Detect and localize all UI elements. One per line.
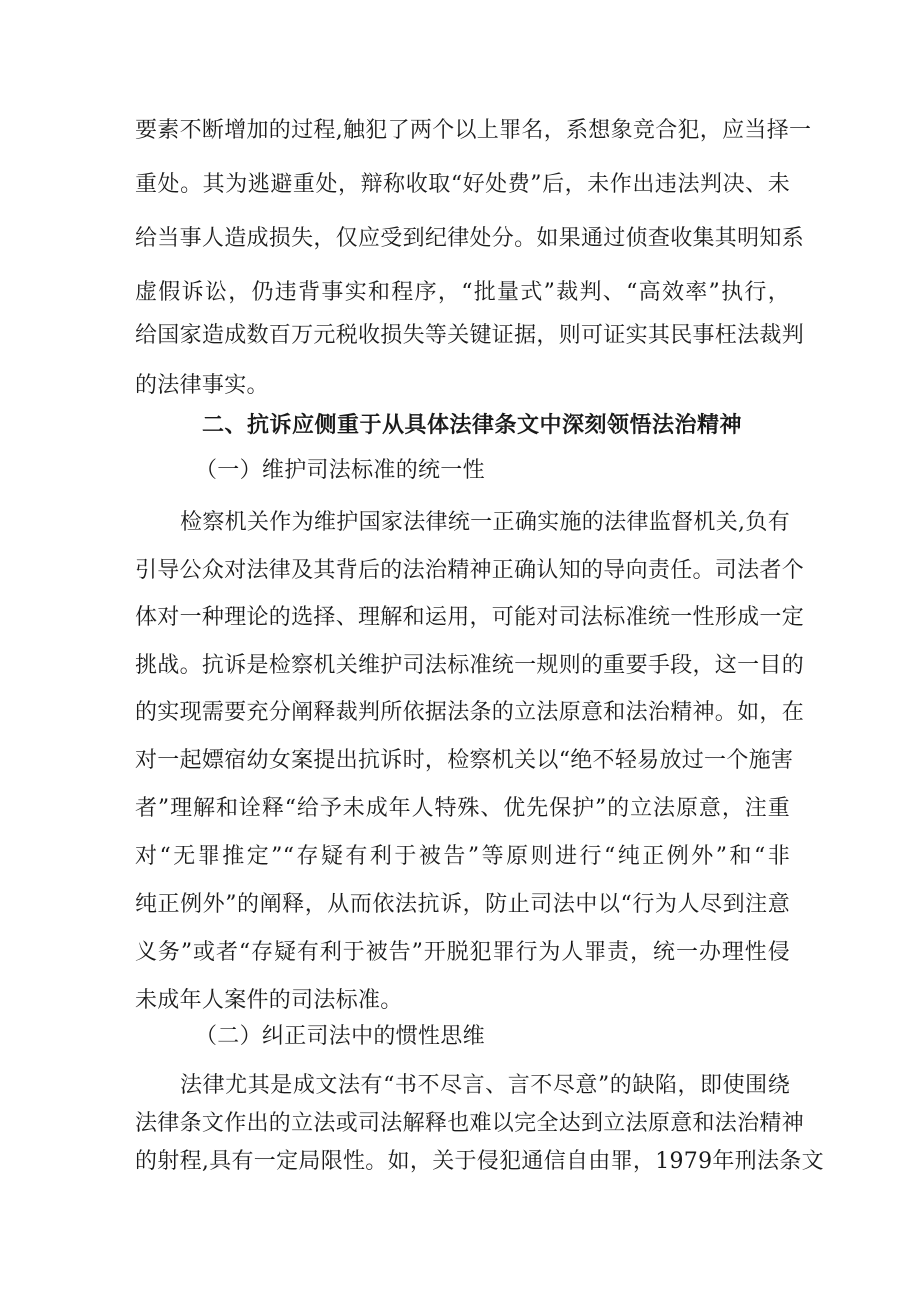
paragraph-line: 的实现需要充分阐释裁判所依据法条的立法原意和法治精神。如，在: [135, 700, 805, 725]
paragraph-line: 纯正例外”的阐释，从而依法抗诉，防止司法中以“行为人尽到注意: [135, 892, 790, 917]
paragraph-line: 法律尤其是成文法有“书不尽言、言不尽意”的缺陷，即使围绕: [180, 1073, 790, 1098]
subsection-heading: （二）纠正司法中的惯性思维: [195, 1024, 485, 1049]
paragraph-line: 法律条文作出的立法或司法解释也难以完全达到立法原意和法治精神: [135, 1111, 805, 1136]
paragraph-line: 未成年人案件的司法标准。: [135, 988, 403, 1013]
paragraph-line: 检察机关作为维护国家法律统一正确实施的法律监督机关,负有: [180, 510, 790, 535]
paragraph-line: 重处。其为逃避重处，辩称收取“好处费”后，未作出违法判决、未: [135, 172, 790, 197]
paragraph-line: 对一起嫖宿幼女案提出抗诉时，检察机关以“绝不轻易放过一个施害: [135, 748, 794, 773]
paragraph-line: 体对一种理论的选择、理解和运用，可能对司法标准统一性形成一定: [135, 605, 805, 630]
paragraph-line: 要素不断增加的过程,触犯了两个以上罪名，系想象竞合犯，应当择一: [135, 118, 812, 143]
paragraph-line: 给国家造成数百万元税收损失等关键证据，则可证实其民事枉法裁判: [135, 323, 805, 348]
paragraph-line: 虚假诉讼，仍违背事实和程序，“批量式”裁判、“高效率”执行，: [135, 280, 790, 305]
paragraph-line: 引导公众对法律及其背后的法治精神正确认知的导向责任。司法者个: [135, 558, 805, 583]
section-heading: 二、抗诉应侧重于从具体法律条文中深刻领悟法治精神: [202, 412, 743, 438]
paragraph-line: 给当事人造成损失，仅应受到纪律处分。如果通过侦查收集其明知系: [135, 226, 805, 251]
paragraph-line: 对“无罪推定”“存疑有利于被告”等原则进行“纯正例外”和“非: [135, 844, 790, 869]
subsection-heading: （一）维护司法标准的统一性: [195, 458, 485, 483]
paragraph-line: 的射程,具有一定局限性。如，关于侵犯通信自由罪，1979年刑法条文: [135, 1149, 824, 1174]
paragraph-line: 者”理解和诠释“给予未成年人特殊、优先保护”的立法原意，注重: [135, 796, 790, 821]
paragraph-line: 的法律事实。: [135, 373, 269, 398]
paragraph-line: 挑战。抗诉是检察机关维护司法标准统一规则的重要手段，这一目的: [135, 653, 805, 678]
paragraph-line: 义务”或者“存疑有利于被告”开脱犯罪行为人罪责，统一办理性侵: [135, 940, 790, 965]
